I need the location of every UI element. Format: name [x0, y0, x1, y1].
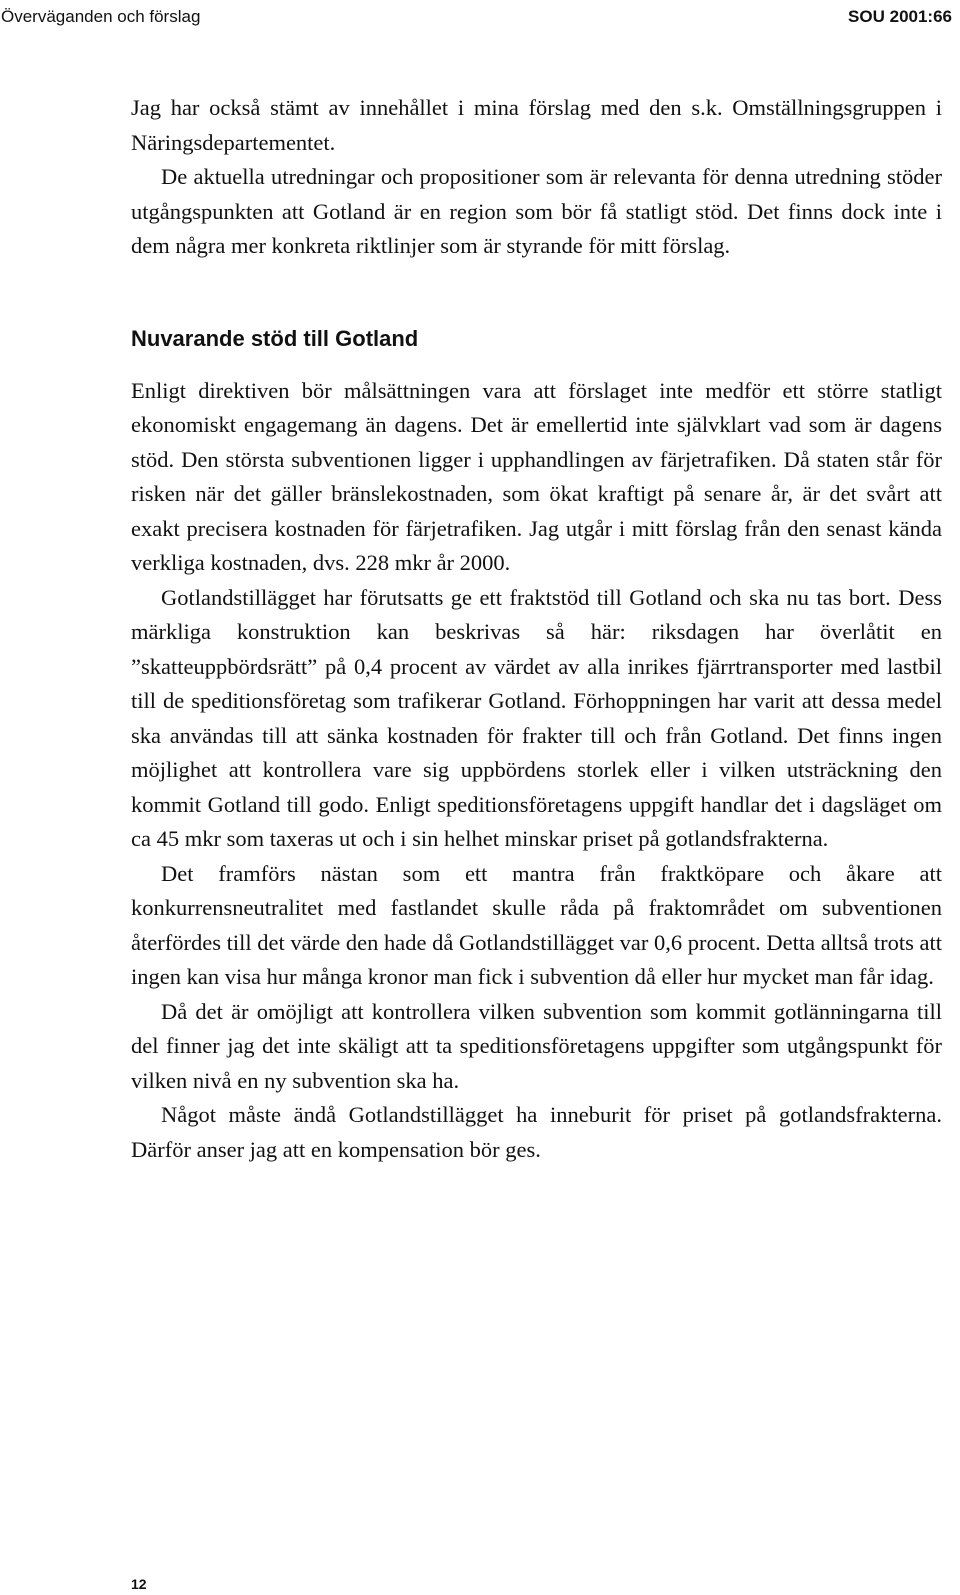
body-paragraph: Jag har också stämt av innehållet i mina förslag med den s.k. Omställningsgruppen i Näringsdepartementet.: [131, 95, 942, 155]
page-body: [131, 91, 942, 1167]
body-paragraph: Gotlandstillägget har förutsatts ge ett fraktstöd till Gotland och ska nu tas bort. Dess märkliga konstruktion kan beskrivas så här: riksdagen har överlåtit en ”skatteuppbördsrätt” på 0,4 procent av värdet av alla inrikes fjärrtransporter med lastbil till de speditionsföretag som trafikerar Gotland. Förhoppningen har varit att dessa medel ska användas till att sänka kostnaden för frakter till och från Gotland. Det finns ingen möjlighet att kontrollera vare sig uppbördens storlek eller i vilken utsträckning den kommit Gotland till godo. Enligt speditionsföretagens uppgift handlar det i dagsläget om ca 45 mkr som taxeras ut och i sin helhet minskar priset på gotlandsfrakterna.: [131, 584, 942, 851]
document-id: SOU 2001:66: [848, 7, 952, 26]
body-paragraph: Det framförs nästan som ett mantra från fraktköpare och åkare att konkurrensneutralitet med fastlandet skulle råda på fraktområdet om subventionen återfördes till det värde den hade då Gotlandstillägget var 0,6 procent. Detta alltså trots att ingen kan visa hur många kronor man fick i subvention då eller hur mycket man får idag.: [131, 860, 942, 989]
running-header: [0, 4, 960, 30]
section-title: Överväganden och förslag: [1, 7, 201, 26]
body-paragraph: Då det är omöjligt att kontrollera vilken subvention som kommit gotlänningarna till del finner jag det inte skäligt att ta speditionsföretagens uppgifter som utgångspunkt för vilken nivå en ny subvention ska ha.: [131, 998, 942, 1093]
page-number: 12: [131, 1576, 147, 1592]
section-heading: Nuvarande stöd till Gotland: [131, 325, 419, 351]
body-paragraph: Enligt direktiven bör målsättningen vara att förslaget inte medför ett större statligt ekonomiskt engagemang än dagens. Det är emellertid inte självklart vad som är dagens stöd. Den största subventionen ligger i upphandlingen av färjetrafiken. Då staten står för risken när det gäller bränslekostnaden, som ökat kraftigt på senare år, är det svårt att exakt precisera kostnaden för färjetrafiken. Jag utgår i mitt förslag från den senast kända verkliga kostnaden, dvs. 228 mkr år 2000.: [131, 377, 942, 575]
body-paragraph: Något måste ändå Gotlandstillägget ha inneburit för priset på gotlandsfrakterna. Därför anser jag att en kompensation bör ges.: [131, 1102, 942, 1162]
body-paragraph: De aktuella utredningar och propositioner som är relevanta för denna utredning stöder utgångspunkten att Gotland är en region som bör få statligt stöd. Det finns dock inte i dem några mer konkreta riktlinjer som är styrande för mitt förslag.: [131, 164, 942, 258]
